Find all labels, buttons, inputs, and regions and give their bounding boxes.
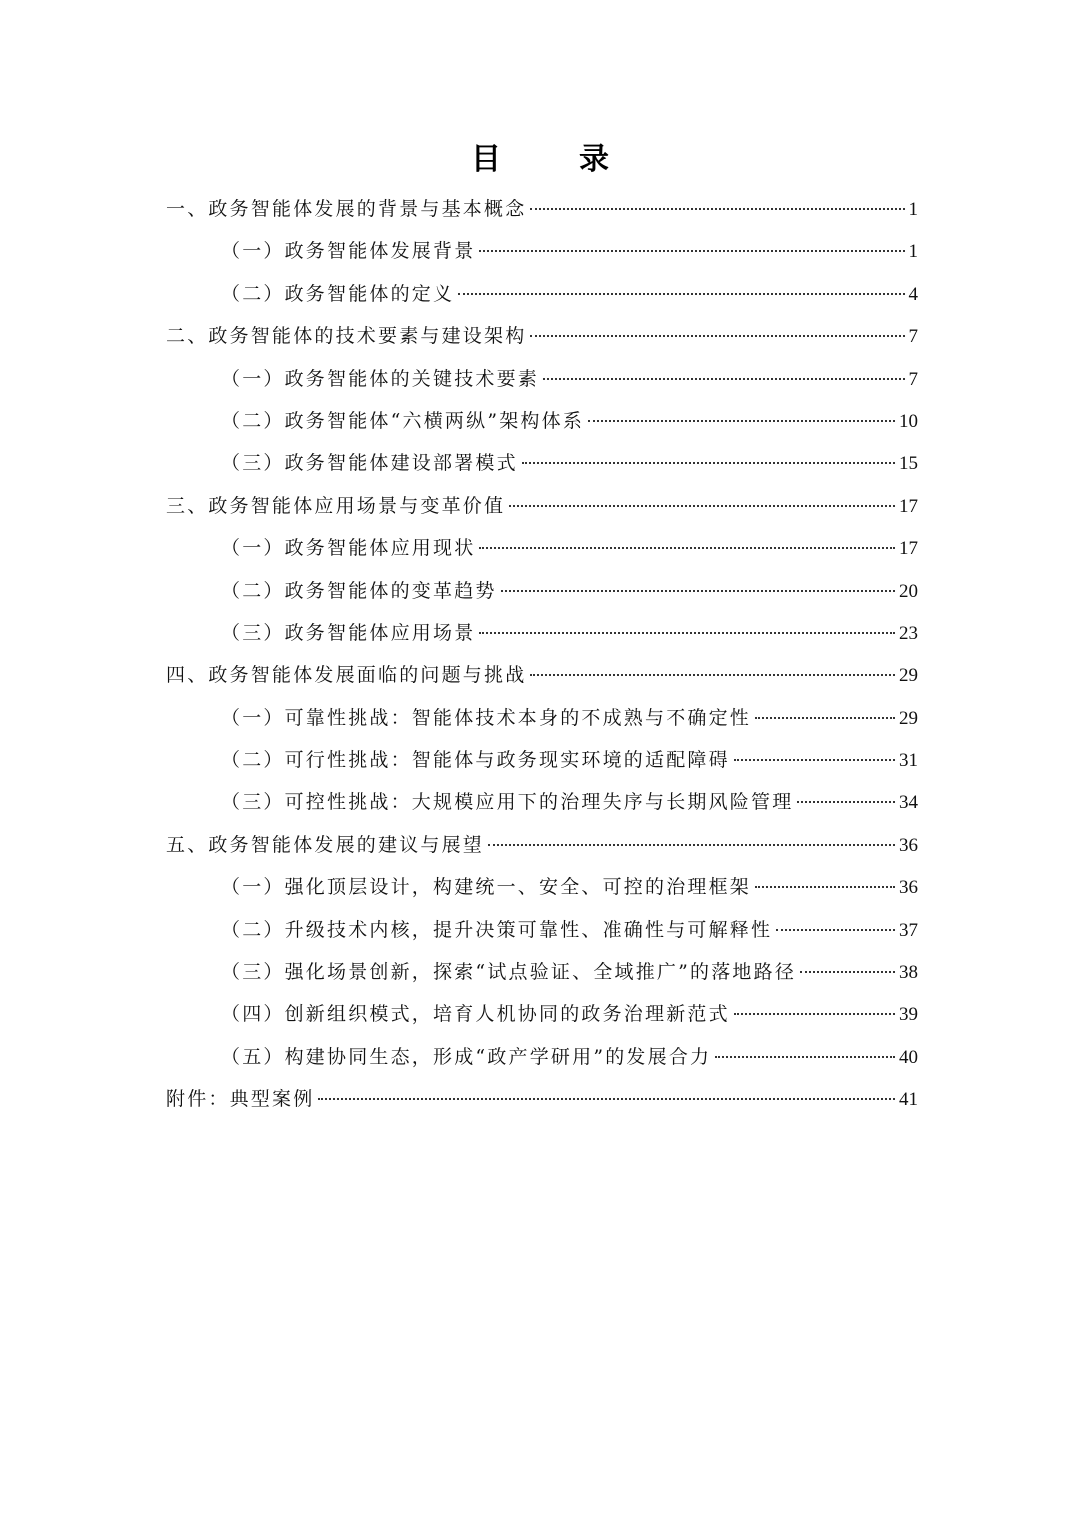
- toc-list: [166, 188, 918, 1121]
- toc-dot-leader: [479, 547, 895, 549]
- toc-chapter-entry[interactable]: [166, 654, 918, 696]
- toc-entry-label: （三）强化场景创新，探索“试点验证、全域推广”的落地路径: [221, 961, 797, 984]
- toc-section-entry[interactable]: [166, 273, 918, 315]
- toc-chapter-entry[interactable]: [166, 1078, 918, 1120]
- toc-chapter-entry[interactable]: [166, 824, 918, 866]
- toc-entry-label: 附件：典型案例: [166, 1088, 315, 1111]
- toc-dot-leader: [479, 250, 904, 252]
- toc-title: 目 录: [471, 142, 633, 177]
- toc-section-entry[interactable]: [166, 358, 918, 400]
- toc-dot-leader: [522, 462, 895, 464]
- toc-dot-leader: [755, 717, 895, 719]
- toc-entry-label: （五）构建协同生态，形成“政产学研用”的发展合力: [221, 1045, 712, 1068]
- toc-entry-label: （四）创新组织模式，培育人机协同的政务治理新范式: [221, 1003, 730, 1026]
- toc-page-number: 37: [899, 919, 918, 941]
- toc-entry-label: 五、政务智能体发展的建议与展望: [166, 833, 485, 856]
- toc-dot-leader: [530, 674, 895, 676]
- toc-page-number: 23: [899, 622, 918, 644]
- toc-entry-label: （二）政务智能体的定义: [221, 282, 455, 305]
- toc-entry-label: （一）可靠性挑战：智能体技术本身的不成熟与不确定性: [221, 706, 752, 729]
- toc-dot-leader: [530, 335, 904, 337]
- toc-section-entry[interactable]: [166, 400, 918, 442]
- toc-entry-label: 三、政务智能体应用场景与变革价值: [166, 494, 506, 517]
- toc-page-number: 39: [899, 1004, 918, 1026]
- toc-entry-label: （一）政务智能体的关键技术要素: [221, 367, 540, 390]
- toc-chapter-entry[interactable]: [166, 188, 918, 230]
- toc-dot-leader: [588, 420, 895, 422]
- toc-page-number: 29: [899, 665, 918, 687]
- toc-page-number: 34: [899, 792, 918, 814]
- toc-entry-label: 一、政务智能体发展的背景与基本概念: [166, 198, 527, 220]
- toc-section-entry[interactable]: [166, 612, 918, 654]
- toc-entry-label: 二、政务智能体的技术要素与建设架构: [166, 325, 527, 348]
- toc-entry-label: （一）政务智能体应用现状: [221, 537, 476, 560]
- toc-section-entry[interactable]: [166, 230, 918, 272]
- toc-page-number: 4: [908, 283, 918, 305]
- toc-entry-label: （二）政务智能体“六横两纵”架构体系: [221, 409, 585, 432]
- toc-section-entry[interactable]: [166, 781, 918, 823]
- toc-page-number: 1: [908, 241, 918, 263]
- toc-dot-leader: [479, 632, 895, 634]
- toc-page-number: 38: [899, 962, 918, 984]
- toc-entry-label: （三）政务智能体应用场景: [221, 621, 476, 644]
- toc-dot-leader: [734, 1013, 895, 1015]
- toc-page-number: 31: [899, 750, 918, 772]
- toc-dot-leader: [530, 208, 904, 210]
- toc-entry-label: （一）强化顶层设计，构建统一、安全、可控的治理框架: [221, 876, 752, 899]
- toc-page-number: 15: [899, 453, 918, 475]
- toc-section-entry[interactable]: [166, 909, 918, 951]
- toc-section-entry[interactable]: [166, 739, 918, 781]
- toc-entry-label: （二）可行性挑战：智能体与政务现实环境的适配障碍: [221, 749, 730, 772]
- toc-page-number: 7: [908, 326, 918, 348]
- toc-dot-leader: [800, 971, 895, 973]
- toc-page-number: 10: [899, 410, 918, 432]
- toc-entry-label: （二）政务智能体的变革趋势: [221, 579, 497, 602]
- toc-page-number: 40: [899, 1046, 918, 1068]
- toc-page-number: 29: [899, 707, 918, 729]
- toc-chapter-entry[interactable]: [166, 315, 918, 357]
- toc-page-number: 17: [899, 495, 918, 517]
- toc-page-number: 36: [899, 834, 918, 856]
- toc-entry-label: （三）政务智能体建设部署模式: [221, 452, 518, 475]
- toc-dot-leader: [734, 759, 895, 761]
- toc-dot-leader: [318, 1098, 895, 1100]
- toc-page-number: 36: [899, 877, 918, 899]
- toc-section-entry[interactable]: [166, 1036, 918, 1078]
- toc-page-number: 1: [908, 199, 918, 220]
- toc-section-entry[interactable]: [166, 993, 918, 1035]
- toc-entry-label: （一）政务智能体发展背景: [221, 240, 476, 263]
- toc-page-number: 41: [899, 1089, 918, 1111]
- toc-dot-leader: [755, 886, 895, 888]
- toc-page-number: 17: [899, 538, 918, 560]
- toc-dot-leader: [543, 378, 904, 380]
- toc-dot-leader: [488, 844, 895, 846]
- toc-section-entry[interactable]: [166, 570, 918, 612]
- toc-section-entry[interactable]: [166, 866, 918, 908]
- toc-dot-leader: [509, 505, 895, 507]
- toc-dot-leader: [797, 801, 895, 803]
- toc-dot-leader: [776, 929, 895, 931]
- toc-section-entry[interactable]: [166, 442, 918, 484]
- toc-entry-label: 四、政务智能体发展面临的问题与挑战: [166, 664, 527, 687]
- toc-dot-leader: [715, 1056, 895, 1058]
- toc-page-number: 7: [908, 368, 918, 390]
- toc-entry-label: （二）升级技术内核，提升决策可靠性、准确性与可解释性: [221, 918, 773, 941]
- toc-section-entry[interactable]: [166, 527, 918, 569]
- toc-entry-label: （三）可控性挑战：大规模应用下的治理失序与长期风险管理: [221, 791, 794, 814]
- toc-dot-leader: [501, 590, 895, 592]
- toc-dot-leader: [458, 293, 904, 295]
- toc-page-number: 20: [899, 580, 918, 602]
- toc-section-entry[interactable]: [166, 697, 918, 739]
- toc-section-entry[interactable]: [166, 951, 918, 993]
- toc-chapter-entry[interactable]: [166, 485, 918, 527]
